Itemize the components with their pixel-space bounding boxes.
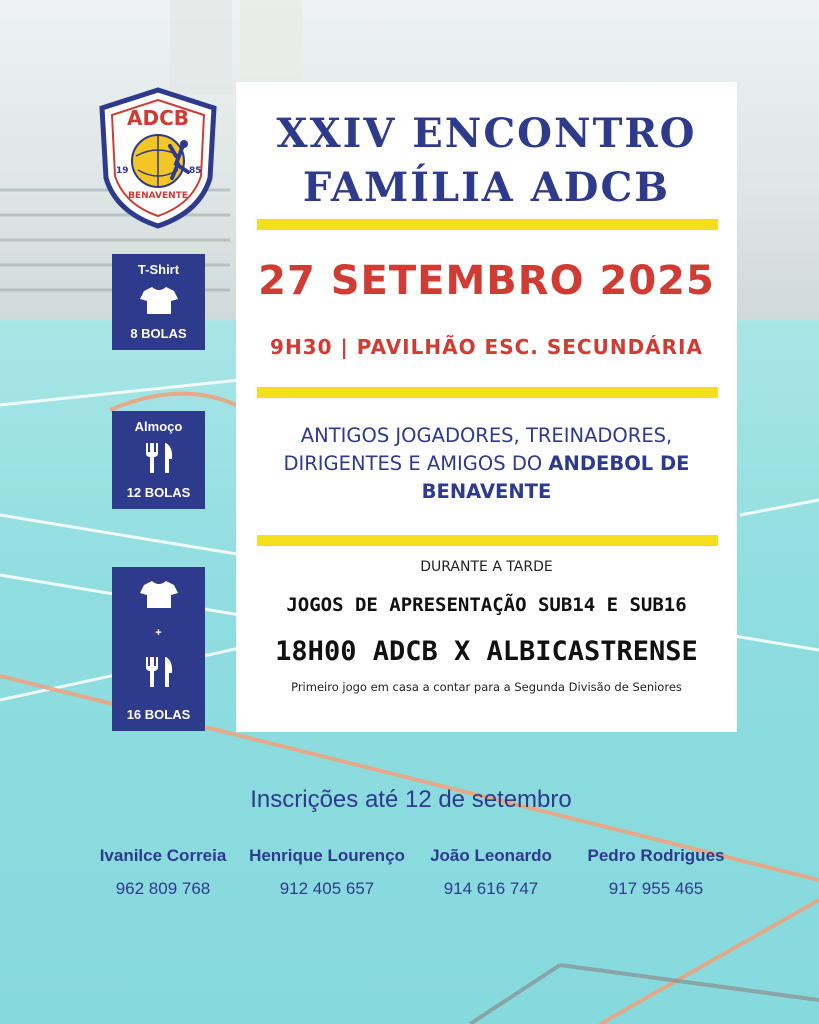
contact-phone[interactable]: 914 616 747 bbox=[443, 879, 539, 898]
badge-combo-plus: + bbox=[155, 627, 162, 640]
match-note: Primeiro jogo em casa a contar para a Segunda Divisão de Seniores bbox=[291, 680, 682, 694]
badge-tshirt-price: 8 BOLAS bbox=[130, 326, 187, 341]
logo-town: BENAVENTE bbox=[128, 191, 188, 201]
event-card bbox=[236, 82, 737, 732]
invite-line2 bbox=[256, 450, 717, 478]
badge-lunch-price: 12 BOLAS bbox=[126, 485, 191, 500]
fork-knife-icon bbox=[142, 655, 176, 692]
badge-combo-price: 16 BOLAS bbox=[126, 706, 191, 722]
badge-combo bbox=[112, 567, 205, 731]
contact-phone[interactable]: 912 405 657 bbox=[279, 879, 375, 898]
badge-lunch bbox=[112, 411, 205, 509]
invite-line3-bold: BENAVENTE bbox=[421, 480, 552, 503]
invite-line2-bold: ANDEBOL DE bbox=[548, 452, 690, 475]
yellow-divider bbox=[257, 387, 718, 398]
badge-tshirt-label: T-Shirt bbox=[137, 262, 180, 277]
invite-line1: ANTIGOS JOGADORES, TREINADORES, bbox=[300, 424, 673, 447]
afternoon-heading: DURANTE A TARDE bbox=[420, 559, 553, 575]
yellow-divider bbox=[257, 535, 718, 546]
games-line: JOGOS DE APRESENTAÇÃO SUB14 E SUB16 bbox=[286, 594, 687, 616]
contact-card bbox=[237, 846, 417, 899]
tshirt-icon bbox=[139, 579, 179, 612]
invite-line3 bbox=[256, 478, 717, 506]
contact-card bbox=[566, 846, 746, 899]
contact-phone[interactable]: 962 809 768 bbox=[115, 879, 211, 898]
contact-name: João Leonardo bbox=[430, 846, 552, 865]
event-title-line1: XXIV ENCONTRO bbox=[276, 110, 697, 157]
logo-year-left: 19 bbox=[116, 166, 129, 176]
registration-deadline: Inscrições até 12 de setembro bbox=[250, 786, 572, 813]
logo-name: ADCB bbox=[126, 106, 189, 130]
contact-phone[interactable]: 917 955 465 bbox=[608, 879, 704, 898]
match-line: 18H00 ADCB X ALBICASTRENSE bbox=[275, 636, 698, 667]
invite-line2-plain: DIRIGENTES E AMIGOS DO bbox=[283, 452, 549, 475]
contact-name: Henrique Lourenço bbox=[249, 846, 405, 865]
contact-card bbox=[73, 846, 253, 899]
event-invite bbox=[256, 422, 717, 506]
yellow-divider bbox=[257, 219, 718, 230]
event-title-line2: FAMÍLIA ADCB bbox=[302, 164, 671, 211]
contact-name: Ivanilce Correia bbox=[99, 846, 227, 865]
badge-tshirt bbox=[112, 254, 205, 350]
badge-lunch-label: Almoço bbox=[134, 419, 183, 434]
contact-card bbox=[401, 846, 581, 899]
contact-name: Pedro Rodrigues bbox=[587, 846, 725, 865]
event-date: 27 SETEMBRO 2025 bbox=[258, 258, 715, 304]
event-venue: 9H30 | PAVILHÃO ESC. SECUNDÁRIA bbox=[270, 335, 703, 359]
logo-year-right: 85 bbox=[189, 166, 202, 176]
adcb-logo bbox=[96, 86, 220, 230]
tshirt-icon bbox=[139, 285, 179, 318]
fork-knife-icon bbox=[142, 441, 176, 478]
